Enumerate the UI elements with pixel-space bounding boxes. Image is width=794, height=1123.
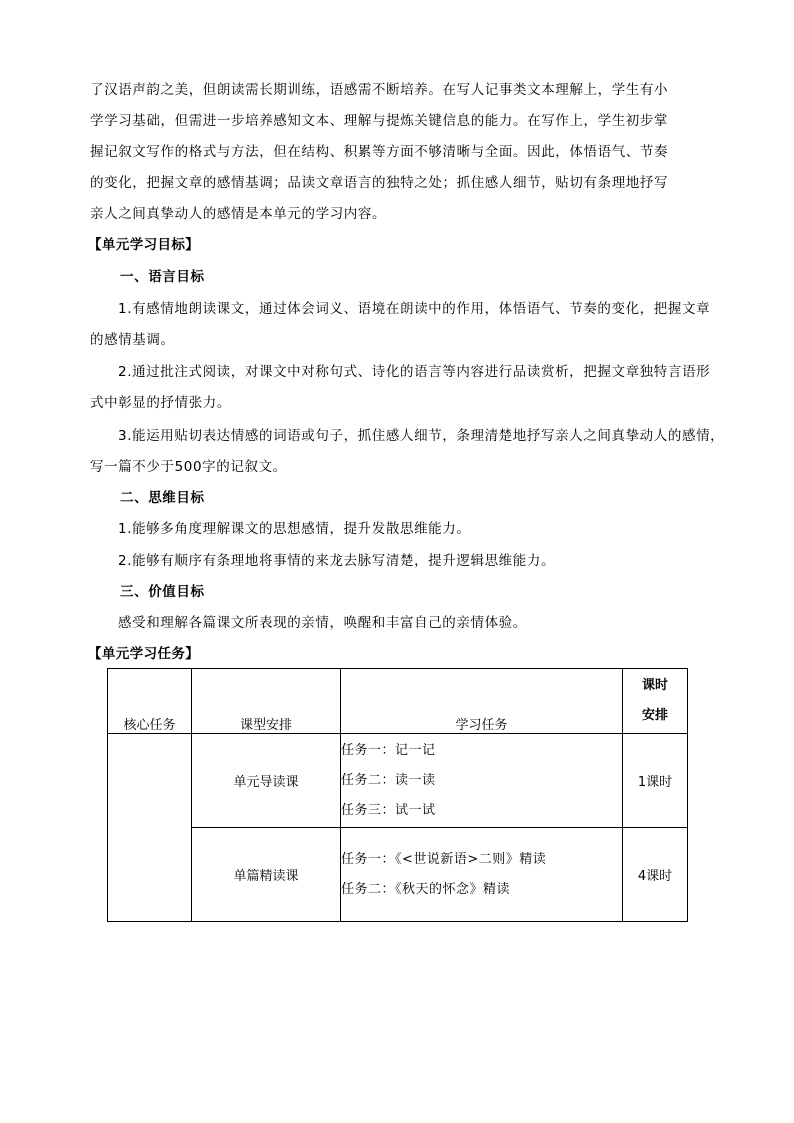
goal-thinking-title: 二、思维目标 (120, 490, 205, 506)
header-hours-line1: 课时 (641, 678, 668, 693)
task-item: 任务一：《<世说新语>二则》精读 (341, 851, 547, 867)
header-core-task: 核心任务 (108, 669, 192, 734)
task-item: 任务三：试一试 (341, 802, 436, 818)
header-lesson-type: 课型安排 (192, 669, 341, 734)
goal-item: 式中彰显的抒情张力。 (90, 395, 231, 411)
task-item: 任务二：读一读 (341, 772, 436, 788)
goal-item: 1.有感情地朗读课文，通过体会词义、语境在朗读中的作用，体悟语气、节奏的变化，把握文章 (118, 301, 711, 317)
intro-line: 学学习基础，但需进一步培养感知文本、理解与提炼关键信息的能力。在写作上，学生初步掌 (90, 113, 669, 129)
goal-value-title: 三、价值目标 (120, 584, 205, 600)
table-header-row (108, 669, 688, 734)
task-table (107, 668, 688, 922)
tasks-heading: 【单元学习任务】 (88, 646, 200, 662)
goal-item: 2.通过批注式阅读，对课文中对称句式、诗化的语言等内容进行品读赏析，把握文章独特言语形 (118, 364, 711, 380)
cell-lesson-type: 单篇精读课 (192, 828, 341, 922)
header-class-hours (623, 669, 688, 734)
header-hours-line2: 安排 (641, 708, 668, 723)
intro-line: 的变化，把握文章的感情基调；品读文章语言的独特之处；抓住感人细节，贴切有条理地抒写 (90, 175, 669, 191)
goal-item: 2.能够有顺序有条理地将事情的来龙去脉写清楚，提升逻辑思维能力。 (118, 553, 556, 569)
intro-line: 握记叙文写作的格式与方法，但在结构、积累等方面不够清晰与全面。因此，体悟语气、节奏 (90, 144, 669, 160)
task-item: 任务二：《秋天的怀念》精读 (341, 881, 511, 897)
goal-item: 1.能够多角度理解课文的思想感情，提升发散思维能力。 (118, 521, 471, 537)
intro-line: 了汉语声韵之美，但朗读需长期训练，语感需不断培养。在写人记事类文本理解上，学生有小 (90, 82, 669, 98)
cell-lesson-type: 单元导读课 (192, 734, 341, 828)
goal-item: 3.能运用贴切表达情感的词语或句子，抓住感人细节，条理清楚地抒写亲人之间真挚动人的感情， (118, 428, 725, 444)
intro-line: 亲人之间真挚动人的感情是本单元的学习内容。 (90, 206, 387, 222)
header-learning-task: 学习任务 (341, 669, 623, 734)
goal-item: 写一篇不少于500字的记叙文。 (90, 459, 287, 475)
table-row (108, 734, 688, 828)
goal-item: 感受和理解各篇课文所表现的亲情，唤醒和丰富自己的亲情体验。 (118, 615, 527, 631)
goal-language-title: 一、语言目标 (120, 269, 205, 285)
goal-item: 的感情基调。 (90, 332, 175, 348)
cell-class-hours: 1课时 (623, 734, 688, 828)
cell-task-list (341, 734, 623, 828)
goals-heading: 【单元学习目标】 (88, 237, 200, 253)
cell-task-list (341, 828, 623, 922)
task-item: 任务一：记一记 (341, 742, 436, 758)
table-row (108, 828, 688, 922)
cell-class-hours: 4课时 (623, 828, 688, 922)
cell-core-task (108, 734, 192, 922)
